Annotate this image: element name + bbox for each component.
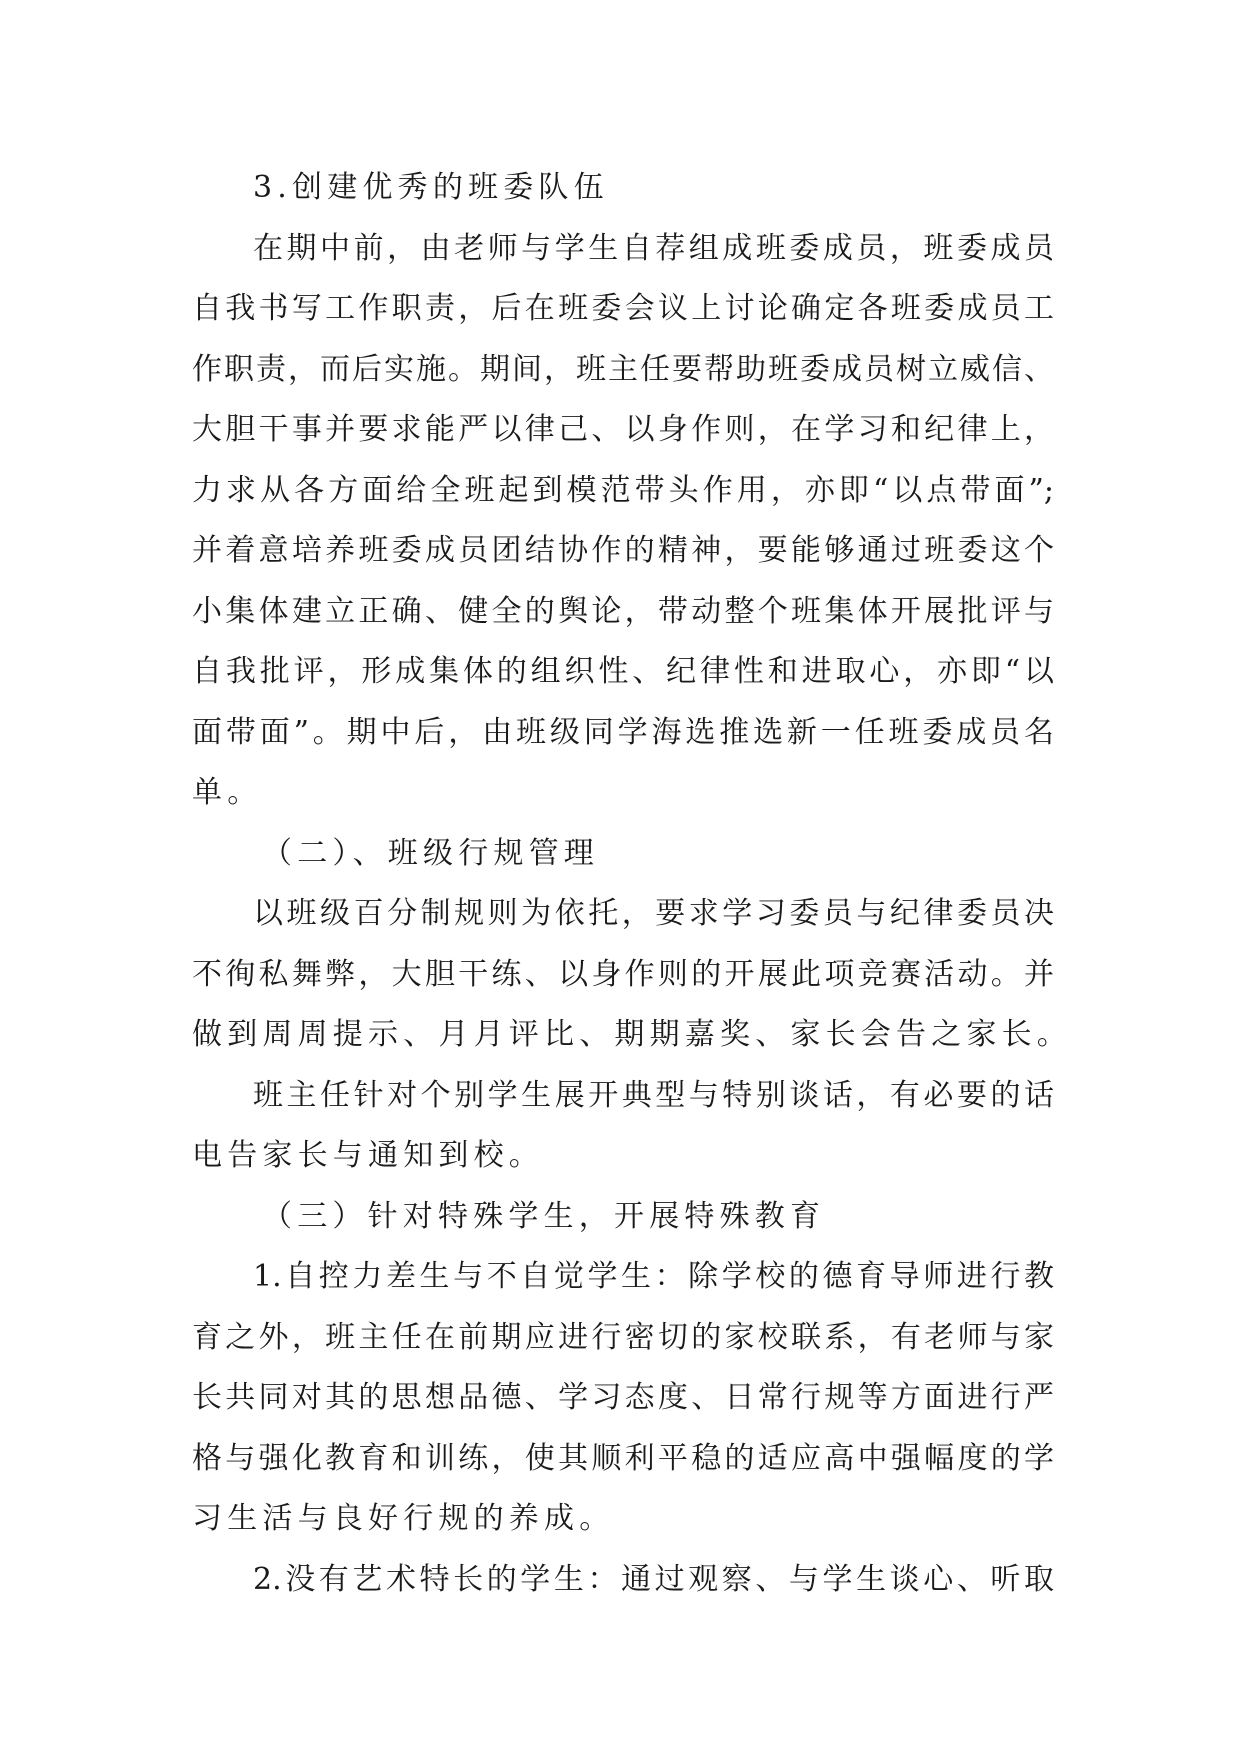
paragraph-line: 做到周周提示、月月评比、期期嘉奖、家长会告之家长。 [192,1017,1072,1052]
paragraph-line: 单。 [192,775,263,810]
paragraph-line: 2.没有艺术特长的学生：通过观察、与学生谈心、听取 [253,1561,1054,1597]
subsection-heading: （三）针对特殊学生，开展特殊教育 [262,1198,826,1234]
paragraph-line: 自我书写工作职责，后在班委会议上讨论确定各班委成员工 [192,291,1054,326]
paragraph-line: 自我批评，形成集体的组织性、纪律性和进取心，亦即“以 [192,654,1054,689]
paragraph-line: 习生活与良好行规的养成。 [192,1501,615,1536]
paragraph-line: 以班级百分制规则为依托，要求学习委员与纪律委员决 [253,896,1054,931]
paragraph-line: 小集体建立正确、健全的舆论，带动整个班集体开展批评与 [192,593,1054,629]
paragraph-line: 1.自控力差生与不自觉学生：除学校的德育导师进行教 [253,1259,1054,1294]
paragraph-line: 电告家长与通知到校。 [192,1138,544,1173]
paragraph-line: 面带面”。期中后，由班级同学海选推选新一任班委成员名 [192,714,1054,750]
paragraph-line: 不徇私舞弊，大胆干练、以身作则的开展此项竞赛活动。并 [192,956,1054,992]
paragraph-line: 班主任针对个别学生展开典型与特别谈话，有必要的话 [253,1077,1054,1113]
paragraph-line: 力求从各方面给全班起到模范带头作用，亦即“以点带面”; [192,472,1054,508]
paragraph-line: 育之外，班主任在前期应进行密切的家校联系，有老师与家 [192,1319,1054,1355]
subsection-heading: （二）、班级行规管理 [262,835,599,871]
paragraph-line: 并着意培养班委成员团结协作的精神，要能够通过班委这个 [192,533,1054,568]
paragraph-line: 作职责，而后实施。期间，班主任要帮助班委成员树立威信、 [192,351,1054,387]
paragraph-line: 长共同对其的思想品德、学习态度、日常行规等方面进行严 [192,1380,1054,1415]
paragraph-line: 格与强化教育和训练，使其顺利平稳的适应高中强幅度的学 [192,1440,1054,1476]
section-heading: 3.创建优秀的班委队伍 [253,170,609,205]
document-body [192,158,1072,1610]
paragraph-line: 在期中前，由老师与学生自荐组成班委成员，班委成员 [253,230,1054,266]
paragraph-line: 大胆干事并要求能严以律己、以身作则，在学习和纪律上， [192,412,1054,447]
